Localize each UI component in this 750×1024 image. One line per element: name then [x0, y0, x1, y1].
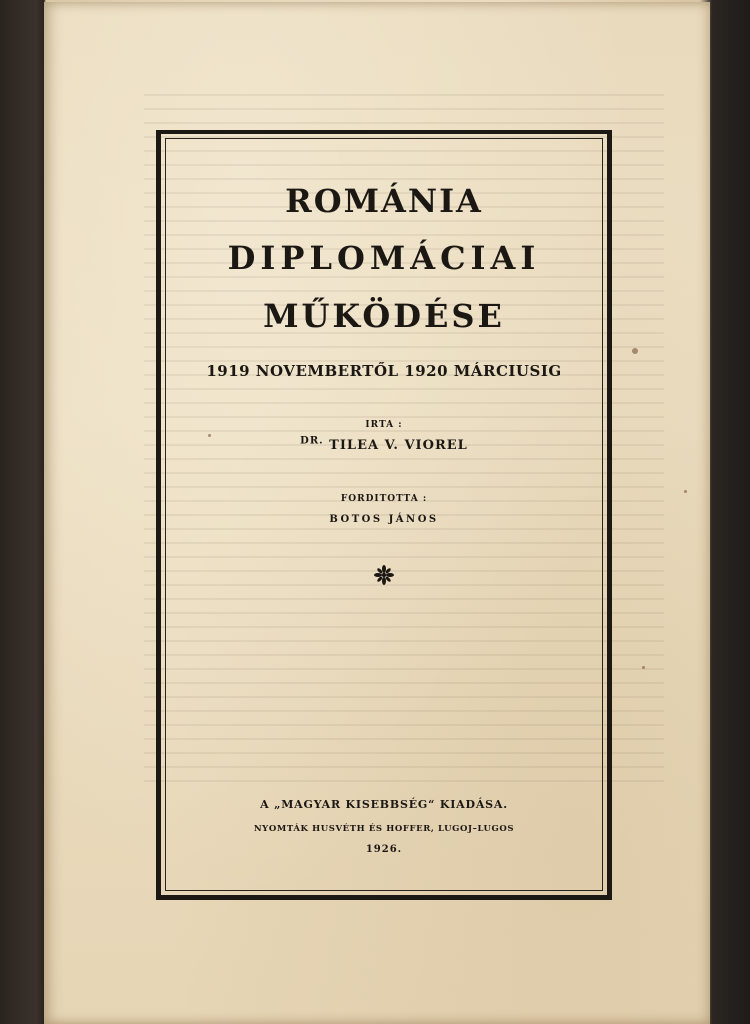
author-label: IRTA :: [365, 420, 403, 430]
title-line-1: ROMÁNIA: [285, 182, 483, 220]
publisher-line: A „MAGYAR KISEBBSÉG“ KIADÁSA.: [260, 798, 508, 811]
printer-line: NYOMTÁK HUSVÉTH ÉS HOFFER, LUGOJ–LUGOS: [253, 824, 515, 834]
title-content: [161, 134, 607, 895]
author-name: TILEA V. VIOREL: [329, 438, 468, 453]
translator-name: BOTOS JÁNOS: [329, 514, 439, 525]
publication-year: 1926.: [365, 844, 403, 855]
author-line: [161, 435, 607, 453]
asterisk-flower-icon: [373, 564, 395, 586]
foxing-spot: [632, 348, 638, 354]
date-range-subtitle: 1919 NOVEMBERTŐL 1920 MÁRCIUSIG: [206, 362, 562, 380]
title-frame: [156, 130, 612, 900]
foxing-spot: [684, 490, 687, 493]
translator-label: FORDITOTTA :: [340, 494, 428, 504]
title-line-3: MŰKÖDÉSE: [263, 297, 505, 335]
foxing-spot: [642, 666, 645, 669]
author-prefix: DR.: [300, 435, 324, 447]
title-page: [44, 2, 710, 1024]
title-line-2: DIPLOMÁCIAI: [227, 239, 541, 277]
